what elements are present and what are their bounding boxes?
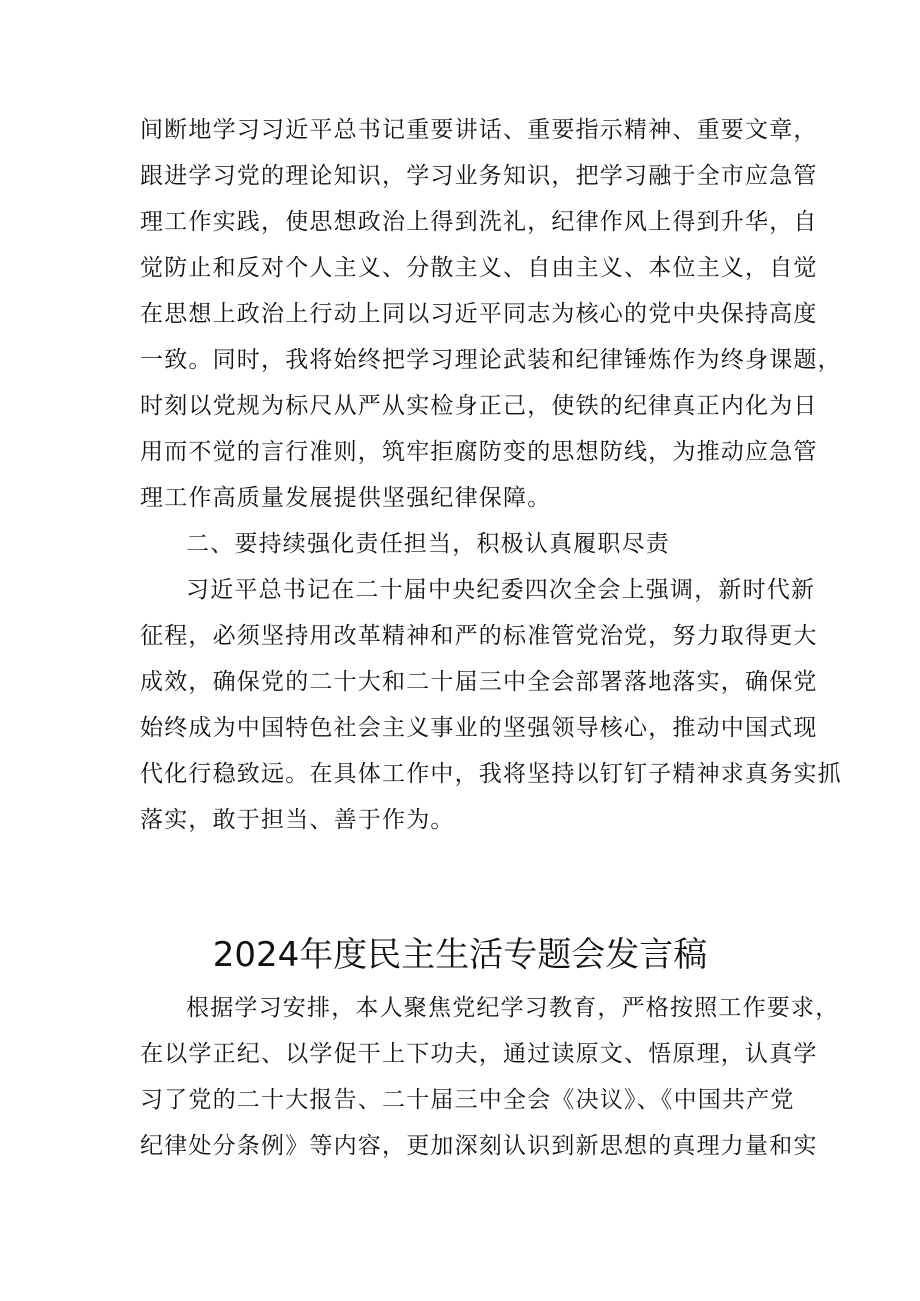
paragraph-line: 用而不觉的言行准则，筑牢拒腐防变的思想防线，为推动应急管 — [140, 439, 818, 465]
paragraph-line: 落实，敢于担当、善于作为。 — [140, 807, 455, 833]
paragraph-line: 始终成为中国特色社会主义事业的坚强领导核心，推动中国式现 — [140, 715, 818, 741]
paragraph-line: 成效，确保党的二十大和二十届三中全会部署落地落实，确保党 — [140, 669, 818, 695]
paragraph-line: 根据学习安排，本人聚焦党纪学习教育，严格按照工作要求， — [186, 995, 840, 1021]
paragraph-line: 间断地学习习近平总书记重要讲话、重要指示精神、重要文章， — [140, 117, 818, 143]
paragraph-line: 时刻以党规为标尺从严从实检身正己，使铁的纪律真正内化为日 — [140, 393, 818, 419]
paragraph-line: 理工作高质量发展提供坚强纪律保障。 — [140, 485, 552, 511]
document-title: 2024年度民主生活专题会发言稿 — [212, 935, 708, 975]
paragraph-line: 一致。同时，我将始终把学习理论武装和纪律锤炼作为终身课题， — [140, 347, 842, 373]
section-heading: 二、要持续强化责任担当，积极认真履职尽责 — [186, 531, 670, 557]
body-text-bottom — [140, 985, 840, 1169]
paragraph-line: 在思想上政治上行动上同以习近平同志为核心的党中央保持高度 — [140, 301, 818, 327]
paragraph-line: 理工作实践，使思想政治上得到洗礼，纪律作风上得到升华，自 — [140, 209, 818, 235]
paragraph-line: 代化行稳致远。在具体工作中，我将坚持以钉钉子精神求真务实抓 — [140, 761, 842, 787]
paragraph-line: 跟进学习党的理论知识，学习业务知识，把学习融于全市应急管 — [140, 163, 818, 189]
paragraph-line: 征程，必须坚持用改革精神和严的标准管党治党，努力取得更大 — [140, 623, 818, 649]
paragraph-line: 纪律处分条例》等内容，更加深刻认识到新思想的真理力量和实 — [140, 1133, 818, 1159]
body-text-top — [140, 107, 842, 843]
paragraph-line: 习了党的二十大报告、二十届三中全会《决议》、《中国共产党 — [140, 1087, 795, 1113]
paragraph-line: 习近平总书记在二十届中央纪委四次全会上强调，新时代新 — [186, 577, 816, 603]
paragraph-line: 觉防止和反对个人主义、分散主义、自由主义、本位主义，自觉 — [140, 255, 818, 281]
paragraph-line: 在以学正纪、以学促干上下功夫，通过读原文、悟原理，认真学 — [140, 1041, 818, 1067]
